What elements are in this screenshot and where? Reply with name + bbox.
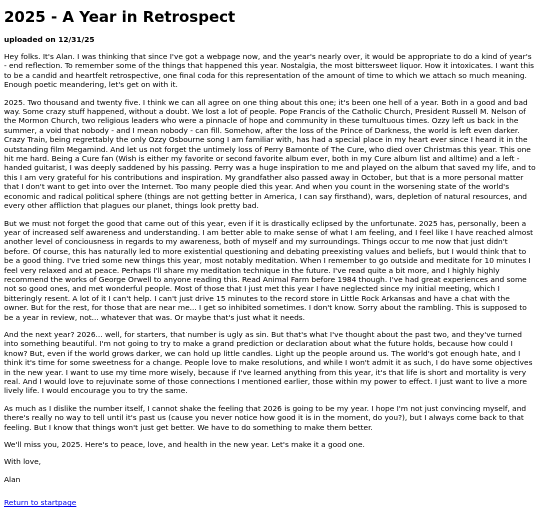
paragraph-losses: 2025. Two thousand and twenty five. I think we can all agree on one thing about this one; it's been one hell of a year. Both in a good and bad way. Some crazy stuff happened, without a doubt. We lost a lot of people. Pope Francis of the Catholic Church, President Russell M. Nelson of the Mormon Church, two religious leaders who were a pinnacle of hope and community in these tumultuous times. Ozzy left us back in the summer, a void that nobody - and I mean nobody - can fill. Somehow, after the loss of the Prince of Darkness, the world is left even darker. Crazy Train, being regrettably the only Ozzy Osbourne song I am familiar with, has had a special place in my heart ever since I heard it in the outstanding film Megamind. And let us not forget the untimely loss of Perry Bamonte of The Cure, who died over Christmas this year. This one hit me hard. Being a Cure fan (Wish is either my favorite or second favorite album ever, both in my Cure album list and alltime) and a left - handed guitarist, I was deeply saddened by his passing. Perry was a huge inspiration to me and played on the album that saved my life, and to this I am very grateful for his contributions and inspiration. My grandfather also passed away in October, but that is a more personal matter that I don't want to get into over the Internet. Too many people died this year. And when you count in the worsening state of the world's economic and radical political sphere (things are not getting better in America, I can say firsthand), wars, depletion of natural resources, and every other affliction that plagues our planet, things look pretty bad.: [4, 97, 536, 211]
paragraph-farewell: We'll miss you, 2025. Here's to peace, love, and health in the new year. Let's make it a good one.: [4, 440, 365, 450]
page-title: 2025 - A Year in Retrospect: [4, 8, 236, 26]
signature: Alan: [4, 474, 21, 484]
paragraph-good: But we must not forget the good that came out of this year, even if it is drastically eclipsed by the unfortunate. 2025 has, personally, been a year of increased self awareness and understanding. I am better able to make sense of what I am feeling, and I feel like I have reached almost another level of conciousness in regards to my awareness, both of myself and my surroundings. Things occur to me now that just didn't before. Of course, this has naturally led to more existential questioning and debating preexisting values and beliefs, but I would think that to be a good thing. I've tried some new things this year, most notably meditation. When I remember to go outside and meditate for 10 minutes I feel very relaxed and at peace. Perhaps I'll share my meditation technique in the future. I've read quite a bit more, and I highly highly recommend the works of George Orwell to anyone reading this. Read Animal Farm before 1984 though. I've had great experiences and some not so good ones, and met wonderful people. Most of those that I just met this year I have neglected since my initial meeting, which I bitteringly resent. A lot of it I can't help. I can't just drive 15 minutes to the record store in Little Rock Arkansas and have a chat with the owner. But for the rest, for those that are near me... I get so inhibited sometimes. I don't know. Sorry about the rambling. This is supposed to be a year in review, not... whatever that was. Or maybe that's just what it needs.: [4, 218, 534, 322]
paragraph-next-year: And the next year? 2026... well, for starters, that number is ugly as sin. But that's what I've thought about the past two, and they've turned into something beautiful. I'm not going to try to make a grand prediction or declaration about what the future holds, because how could I know? But, even if the world grows darker, we can hold up little candles. Light up the people around us. The world's got enough hate, and I think it's time for some sweetness for a change. People love to make resolutions, and while I won't admit it as such, I do have some objectives in the new year. I want to use my time more wisely, because if I've learned anything from this year, it's that life is short and mortality is very real. And I would love to rejuvinate some of those connections I mentioned earlier, those within my power to effect. I just want to live a more lively life. I would encourage you to try the same.: [4, 329, 533, 396]
return-to-startpage-link[interactable]: Return to startpage: [4, 498, 77, 508]
paragraph-intro: Hey folks. It's Alan. I was thinking that since I've got a webpage now, and the year's nearly over, it would be appropriate to do a kind of year's - end reflection. To remember some of the things that happened this year. Nostalgia, the most bittersweet liquor. How it intoxicates. I want this to be a candid and heartfelt retrospective, one final coda for this representation of the amount of time to which we attach so much meaning. Enough poetic meandering, let's get on with it.: [4, 52, 535, 90]
closing-line: With love,: [4, 457, 41, 467]
paragraph-feeling: As much as I dislike the number itself, I cannot shake the feeling that 2026 is going to be my year. I hope I'm not just convincing myself, and there's really no way to tell until it's past us (cause you never notice how good it is in the moment, do you?), but I always come back to that feeling. But I know that things won't just get better. We have to do something to make them better.: [4, 403, 527, 432]
upload-date: uploaded on 12/31/25: [4, 35, 95, 44]
